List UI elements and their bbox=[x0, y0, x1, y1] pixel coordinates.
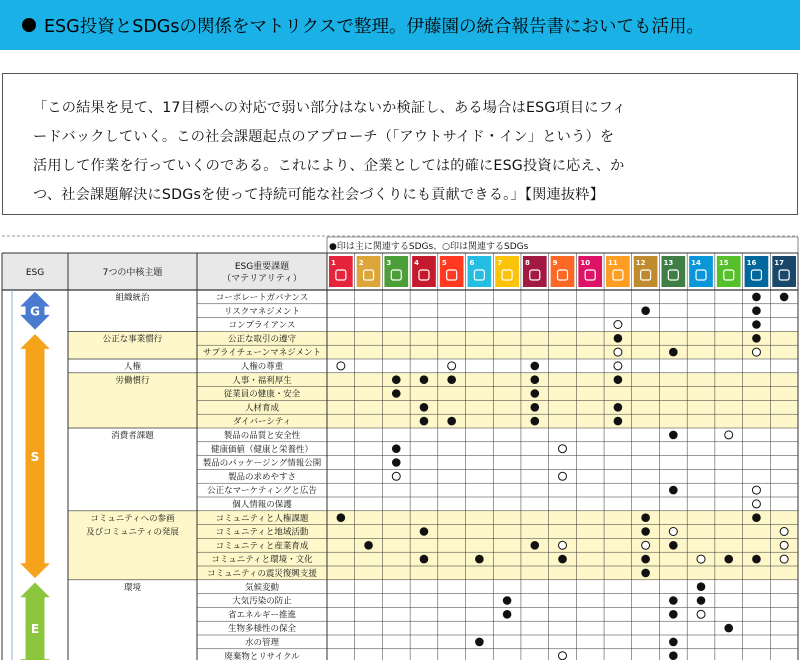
sdg-14-number: 14 bbox=[691, 259, 701, 267]
main-sdg-mark bbox=[530, 389, 539, 398]
issue-label: 公正な取引の遵守 bbox=[227, 334, 297, 345]
main-sdg-mark bbox=[392, 389, 401, 398]
related-sdg-mark bbox=[697, 610, 705, 618]
main-sdg-mark bbox=[780, 293, 789, 302]
main-sdg-mark bbox=[641, 306, 650, 315]
main-sdg-mark bbox=[475, 638, 484, 647]
core-theme-label: 人権 bbox=[123, 362, 142, 372]
issue-label: コミュニティの震災復興支援 bbox=[207, 569, 317, 579]
sdg-4-number: 4 bbox=[414, 259, 419, 267]
core-theme-label: コミュニティへの参画 bbox=[90, 513, 175, 524]
header-esg: ESG bbox=[25, 268, 45, 278]
issue-label: 廃棄物とリサイクル bbox=[224, 651, 300, 660]
issue-label: 気候変動 bbox=[244, 582, 280, 593]
issue-label: ダイバーシティ bbox=[232, 417, 292, 428]
main-sdg-mark bbox=[641, 513, 650, 522]
issue-label: 製品の品質と安全性 bbox=[223, 431, 301, 441]
issue-label: 個人情報の保護 bbox=[232, 500, 292, 510]
sdg-10-number: 10 bbox=[580, 259, 591, 267]
matrix-legend: ●印は主に関連するSDGs、○印は関連するSDGs bbox=[329, 242, 529, 252]
main-sdg-mark bbox=[724, 555, 733, 564]
sdg-2-number: 2 bbox=[358, 259, 364, 267]
main-sdg-mark bbox=[530, 375, 539, 384]
sdg-6-number: 6 bbox=[469, 259, 475, 267]
page-header bbox=[0, 0, 800, 50]
issue-label: 人事・福利厚生 bbox=[232, 375, 292, 386]
issue-label: リスクマネジメント bbox=[223, 306, 301, 317]
main-sdg-mark bbox=[392, 458, 401, 467]
related-sdg-mark bbox=[559, 541, 567, 549]
sdg-13-number: 13 bbox=[663, 259, 674, 267]
related-sdg-mark bbox=[392, 472, 400, 480]
issue-label: 従業員の健康・安全 bbox=[223, 389, 301, 400]
row-highlight bbox=[68, 331, 798, 345]
esg-g-label: G bbox=[30, 304, 40, 319]
row-highlight bbox=[68, 373, 798, 387]
main-sdg-mark bbox=[614, 334, 623, 343]
row-highlight bbox=[68, 387, 798, 401]
issue-label: コンプライアンス bbox=[228, 320, 296, 331]
issue-label: 生物多様性の保全 bbox=[227, 624, 297, 635]
issue-label: 人権の尊重 bbox=[240, 362, 284, 372]
main-sdg-mark bbox=[724, 624, 733, 633]
sdg-17-number: 17 bbox=[774, 259, 785, 267]
issue-label: 人材育成 bbox=[244, 403, 280, 414]
esg-e-label: E bbox=[30, 622, 40, 637]
issue-label: 製品の求めやすさ bbox=[227, 472, 297, 483]
main-sdg-mark bbox=[752, 320, 761, 329]
sdg-12-number: 12 bbox=[635, 259, 646, 267]
main-sdg-mark bbox=[752, 306, 761, 315]
row-highlight bbox=[68, 511, 798, 525]
sdg-3-number: 3 bbox=[386, 259, 392, 267]
main-sdg-mark bbox=[641, 569, 650, 578]
related-sdg-mark bbox=[559, 472, 567, 480]
main-sdg-mark bbox=[697, 596, 706, 605]
main-sdg-mark bbox=[669, 486, 678, 495]
main-sdg-mark bbox=[558, 555, 567, 564]
main-sdg-mark bbox=[669, 651, 678, 660]
main-sdg-mark bbox=[669, 348, 678, 357]
main-sdg-mark bbox=[614, 375, 623, 384]
related-sdg-mark bbox=[725, 431, 733, 439]
row-highlight bbox=[68, 552, 798, 566]
main-sdg-mark bbox=[530, 362, 539, 371]
issue-label: 製品のパッケージング情報公開 bbox=[202, 458, 322, 469]
main-sdg-mark bbox=[420, 375, 429, 384]
quote-line: つ、社会課題解決にSDGsを使って持続可能な社会づくりにも貢献できる。」【関連抜粋】 bbox=[33, 187, 605, 203]
materiality-matrix bbox=[0, 235, 800, 660]
main-sdg-mark bbox=[447, 375, 456, 384]
esg-e-arrow bbox=[19, 582, 51, 660]
main-sdg-mark bbox=[420, 403, 429, 412]
issue-label: コミュニティと人権課題 bbox=[215, 513, 309, 524]
core-theme-label: 労働慣行 bbox=[115, 375, 150, 386]
related-sdg-mark bbox=[752, 500, 760, 508]
main-sdg-mark bbox=[669, 541, 678, 550]
sdg-11-number: 11 bbox=[608, 259, 618, 267]
quote-line: 「この結果を見て、17目標への対応で弱い部分はないか検証し、ある場合はESG項目にフィ bbox=[33, 100, 627, 116]
related-sdg-mark bbox=[559, 652, 567, 660]
main-sdg-mark bbox=[420, 555, 429, 564]
core-theme-label: 消費者課題 bbox=[111, 431, 154, 441]
related-sdg-mark bbox=[614, 348, 622, 356]
main-sdg-mark bbox=[669, 596, 678, 605]
main-sdg-mark bbox=[752, 293, 761, 302]
related-sdg-mark bbox=[780, 528, 788, 536]
bullet-icon bbox=[22, 18, 36, 32]
sdg-9-number: 9 bbox=[552, 259, 558, 267]
sdg-5-number: 5 bbox=[441, 259, 447, 267]
sdg-1-number: 1 bbox=[331, 259, 336, 267]
main-sdg-mark bbox=[752, 334, 761, 343]
core-theme-label: 環境 bbox=[123, 582, 142, 593]
core-theme-label: 組織統治 bbox=[115, 293, 150, 303]
main-sdg-mark bbox=[503, 610, 512, 619]
sdg-7-number: 7 bbox=[497, 259, 503, 267]
main-sdg-mark bbox=[752, 513, 761, 522]
quote-box bbox=[2, 73, 798, 215]
esg-s-label: S bbox=[30, 450, 40, 465]
issue-label: 大気汚染の防止 bbox=[232, 596, 292, 607]
issue-label: コミュニティと環境・文化 bbox=[211, 555, 313, 566]
related-sdg-mark bbox=[614, 362, 622, 370]
header-core: 7つの中核主題 bbox=[102, 268, 163, 278]
core-theme-label: 公正な事業慣行 bbox=[102, 334, 163, 345]
issue-label: コーポレートガバナンス bbox=[215, 293, 309, 303]
related-sdg-mark bbox=[780, 541, 788, 549]
issue-label: 公正なマーケティングと広告 bbox=[207, 486, 317, 497]
issue-label: サプライチェーンマネジメント bbox=[202, 348, 322, 359]
main-sdg-mark bbox=[614, 417, 623, 426]
issue-label: コミュニティと産業育成 bbox=[215, 541, 309, 552]
main-sdg-mark bbox=[530, 403, 539, 412]
issue-label: コミュニティと地域活動 bbox=[215, 527, 309, 538]
main-sdg-mark bbox=[697, 582, 706, 591]
issue-label: 健康価値（健康と栄養性） bbox=[210, 444, 314, 455]
main-sdg-mark bbox=[447, 417, 456, 426]
issue-label: 省エネルギー推進 bbox=[227, 610, 297, 621]
related-sdg-mark bbox=[559, 445, 567, 453]
header-issue-sub: （マテリアリティ） bbox=[222, 274, 302, 284]
row-highlight bbox=[68, 566, 798, 580]
row-highlight bbox=[68, 538, 798, 552]
sdg-8-number: 8 bbox=[524, 259, 530, 267]
row-highlight bbox=[68, 345, 798, 359]
issue-label: 水の管理 bbox=[244, 638, 280, 648]
main-sdg-mark bbox=[364, 541, 373, 550]
related-sdg-mark bbox=[752, 486, 760, 494]
related-sdg-mark bbox=[669, 528, 677, 536]
main-sdg-mark bbox=[392, 375, 401, 384]
related-sdg-mark bbox=[614, 321, 622, 329]
matrix-svg bbox=[0, 235, 800, 660]
main-sdg-mark bbox=[530, 541, 539, 550]
main-sdg-mark bbox=[503, 596, 512, 605]
sdg-15-number: 15 bbox=[718, 259, 729, 267]
sdg-16-number: 16 bbox=[746, 259, 757, 267]
main-sdg-mark bbox=[530, 417, 539, 426]
main-sdg-mark bbox=[641, 555, 650, 564]
main-sdg-mark bbox=[752, 555, 761, 564]
related-sdg-mark bbox=[448, 362, 456, 370]
row-highlight bbox=[68, 400, 798, 414]
main-sdg-mark bbox=[641, 527, 650, 536]
main-sdg-mark bbox=[392, 444, 401, 453]
main-sdg-mark bbox=[669, 431, 678, 440]
main-sdg-mark bbox=[420, 527, 429, 536]
main-sdg-mark bbox=[475, 555, 484, 564]
main-sdg-mark bbox=[337, 513, 346, 522]
main-sdg-mark bbox=[420, 417, 429, 426]
related-sdg-mark bbox=[752, 348, 760, 356]
row-highlight bbox=[68, 414, 798, 428]
related-sdg-mark bbox=[337, 362, 345, 370]
related-sdg-mark bbox=[697, 555, 705, 563]
quote-line: ードバックしていく。この社会課題起点のアプローチ（「アウトサイド・イン」という）を bbox=[33, 129, 615, 145]
quote-line: 活用して作業を行っていくのである。これにより、企業としては的確にESG投資に応え、か bbox=[33, 158, 625, 174]
related-sdg-mark bbox=[642, 541, 650, 549]
main-sdg-mark bbox=[614, 403, 623, 412]
main-sdg-mark bbox=[669, 638, 678, 647]
main-sdg-mark bbox=[669, 610, 678, 619]
header-issue: ESG重要課題 bbox=[234, 262, 290, 272]
related-sdg-mark bbox=[780, 555, 788, 563]
core-theme-label: 及びコミュニティの発展 bbox=[86, 527, 179, 538]
header-title: ESG投資とSDGsの関係をマトリクスで整理。伊藤園の統合報告書においても活用。 bbox=[44, 16, 704, 37]
